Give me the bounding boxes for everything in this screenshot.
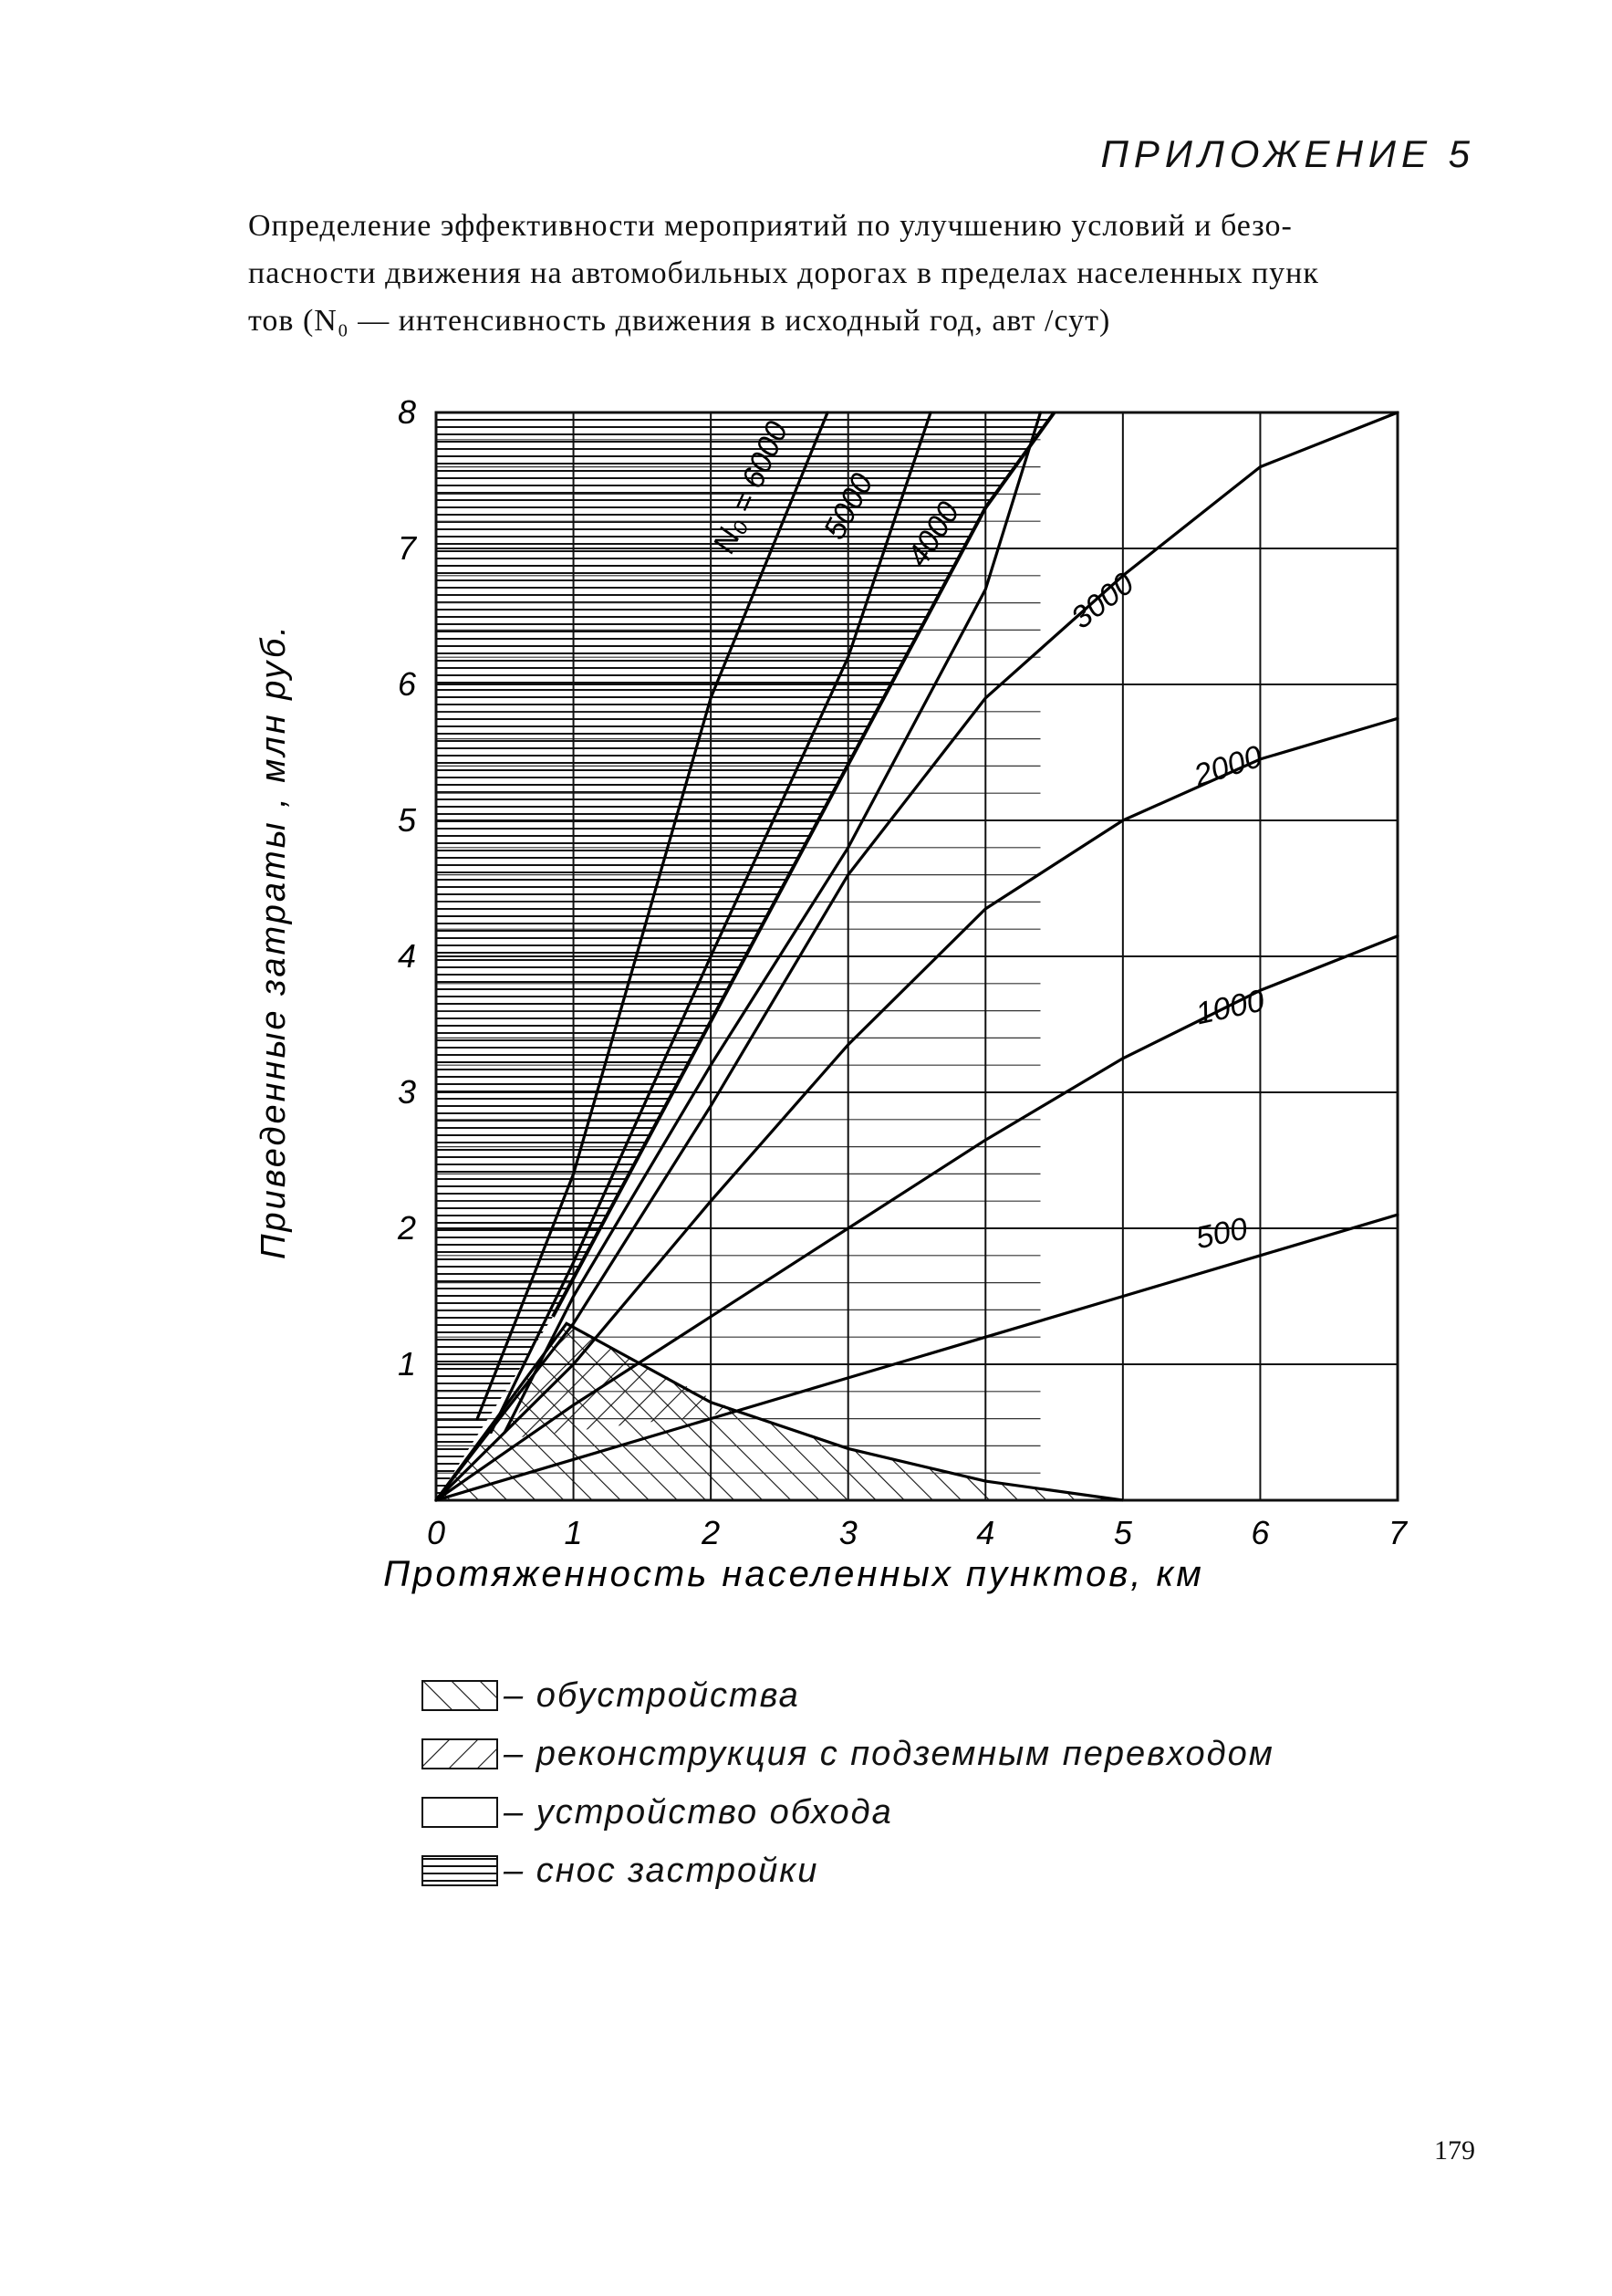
appendix-title: ПРИЛОЖЕНИЕ 5 [1100, 132, 1475, 175]
page-number: 179 [1434, 2135, 1475, 2166]
y-tick-label: 8 [397, 393, 416, 431]
x-tick-label: 0 [426, 1514, 446, 1551]
intro-line-3: тов (N₀ — интенсивность движения в исходный год, авт /сут) [248, 304, 1111, 338]
legend-swatch-forward-hatch [421, 1680, 498, 1711]
y-axis-label: Приведенные затраты , млн руб. [255, 623, 293, 1259]
legend-item-bypass [421, 1789, 1274, 1836]
legend-item-demolition [421, 1847, 1274, 1894]
legend-label-bypass: – устройство обхода [504, 1792, 893, 1832]
intro-line-1: Определение эффективности мероприятий по улучшению условий и безо- [248, 209, 1293, 243]
x-tick-label: 1 [564, 1514, 583, 1551]
series-label-500: 500 [1192, 1211, 1251, 1257]
y-tick-label: 1 [397, 1345, 416, 1383]
legend-swatch-back-hatch [421, 1738, 498, 1769]
x-tick-label: 3 [838, 1514, 858, 1551]
legend [421, 1672, 1274, 1905]
series-label-5000: 5000 [816, 467, 880, 546]
legend-item-obustroistvo [421, 1672, 1274, 1719]
intro-line-2: пасности движения на автомобильных дорогах в пределах населенных пунк [248, 256, 1319, 290]
series-label-1000: 1000 [1192, 983, 1268, 1032]
y-tick-label: 6 [397, 665, 416, 703]
series-label-4000: 4000 [900, 496, 967, 573]
x-tick-label: 6 [1251, 1514, 1270, 1551]
y-tick-label: 7 [397, 529, 416, 567]
x-tick-label: 5 [1113, 1514, 1132, 1551]
y-tick-label: 5 [397, 801, 416, 839]
legend-label-reconstruction: – реконструкция с подземным перевходом [504, 1734, 1274, 1773]
y-tick-label: 4 [397, 937, 416, 975]
series-label-3000: 3000 [1065, 566, 1141, 636]
y-tick-label: 3 [397, 1073, 416, 1111]
x-tick-label: 2 [702, 1514, 721, 1551]
legend-item-reconstruction [421, 1730, 1274, 1778]
legend-label-obustroistvo: – обустройства [504, 1675, 800, 1715]
x-tick-label: 4 [976, 1514, 995, 1551]
legend-label-demolition: – снос застройки [504, 1851, 819, 1890]
y-tick-label: 2 [397, 1209, 416, 1247]
legend-swatch-horizontal-hatch [421, 1855, 498, 1886]
x-tick-label: 7 [1388, 1514, 1408, 1551]
series-label-2000: 2000 [1190, 738, 1267, 794]
x-axis-label: Протяженность населенных пунктов, км [383, 1554, 1204, 1594]
series-label-6000: N₀ = 6000 [706, 416, 796, 558]
legend-swatch-blank [421, 1797, 498, 1828]
